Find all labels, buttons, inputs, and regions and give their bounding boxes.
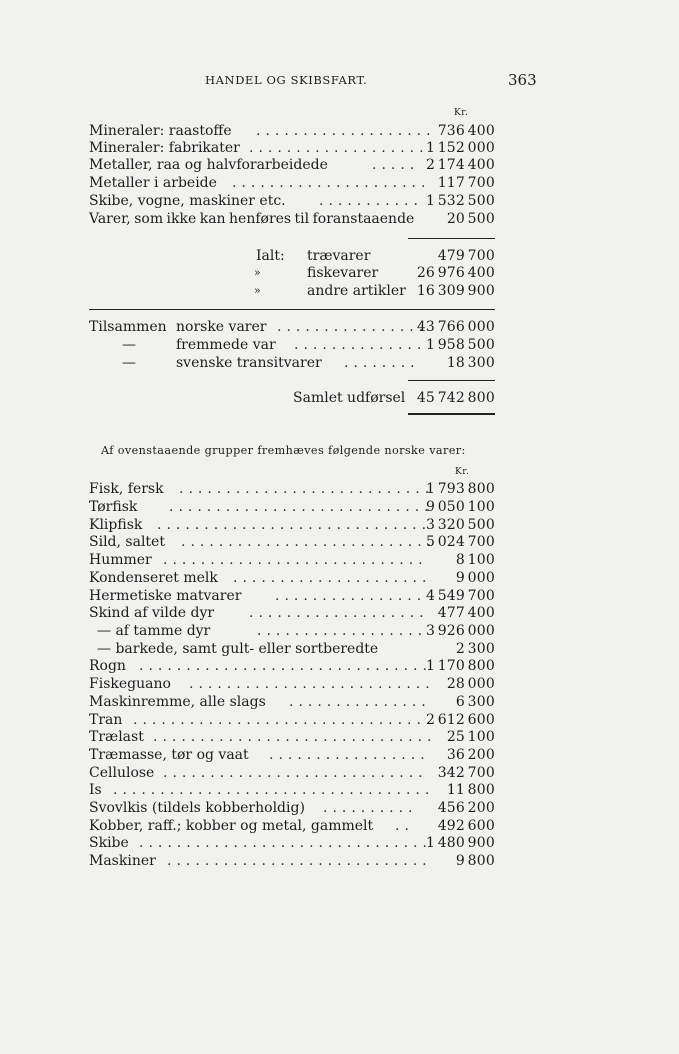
- row-label: Klipfisk: [89, 517, 143, 533]
- row-label: Trælast: [89, 729, 144, 745]
- ditto-dash: —: [122, 355, 136, 371]
- row-value: 736 400: [437, 123, 495, 139]
- row-value: 16 309 900: [416, 283, 495, 299]
- table-row: [89, 817, 495, 835]
- table-row: [89, 551, 495, 569]
- table-row: [89, 693, 495, 711]
- row-value: 1 152 000: [425, 140, 495, 156]
- row-label: norske varer: [176, 319, 267, 335]
- table-row: [89, 622, 495, 640]
- leader-dots: ..............: [294, 337, 427, 353]
- row-value: 479 700: [437, 248, 495, 264]
- table-row: [89, 781, 495, 799]
- row-value: 342 700: [437, 765, 495, 781]
- leader-dots: .....................: [233, 570, 432, 586]
- row-value: 36 200: [446, 747, 495, 763]
- row-value: 456 200: [437, 800, 495, 816]
- leader-dots: ..................: [257, 623, 428, 639]
- section-heading: Af ovenstaaende grupper fremhæves følgende norske varer:: [101, 444, 466, 457]
- page-number: 363: [508, 71, 537, 89]
- row-label: Mineraler: fabrikater: [89, 140, 240, 156]
- row-label: Maskiner: [89, 853, 156, 869]
- leader-dots: ..........................: [189, 676, 435, 692]
- table-row: [89, 516, 495, 534]
- leader-dots: ................: [275, 588, 427, 604]
- leader-dots: ..........: [323, 800, 418, 816]
- row-label: fiskevarer: [307, 265, 379, 281]
- leader-dots: ........: [344, 355, 420, 371]
- row-label: Hermetiske matvarer: [89, 588, 242, 604]
- row-value: 45 742 800: [416, 390, 495, 406]
- row-value: 5 024 700: [425, 534, 495, 550]
- table-row: [89, 210, 495, 228]
- table-row: [89, 498, 495, 516]
- row-value: 9 050 100: [425, 499, 495, 515]
- row-label: Cellulose: [89, 765, 155, 781]
- row-value: 28 000: [446, 676, 495, 692]
- table-row: [89, 675, 495, 693]
- row-label: Sild, saltet: [89, 534, 165, 550]
- currency-label: Kr.: [454, 108, 469, 118]
- row-value: 9 000: [455, 570, 495, 586]
- ialt-label: Ialt:: [256, 248, 285, 264]
- leader-dots: .....: [372, 157, 420, 173]
- row-label: Skibe, vogne, maskiner etc.: [89, 193, 286, 209]
- row-value: 25 100: [446, 729, 495, 745]
- table-row: [89, 318, 495, 336]
- row-label: Fiskeguano: [89, 676, 171, 692]
- leader-dots: ...................: [256, 123, 436, 139]
- row-value: 492 600: [437, 818, 495, 834]
- row-label: Metaller, raa og halvforarbeidede: [89, 157, 328, 173]
- currency-label: Kr.: [455, 467, 470, 477]
- row-label: Tørfisk: [89, 499, 138, 515]
- leader-dots: ............................: [169, 499, 434, 515]
- leader-dots: ...............: [289, 694, 431, 710]
- leader-dots: ..................................: [113, 782, 435, 798]
- table-row: [89, 834, 495, 852]
- leader-dots: ............................: [163, 765, 428, 781]
- table-row: [89, 728, 495, 746]
- row-label: fremmede var: [176, 337, 276, 353]
- row-value: 11 800: [446, 782, 495, 798]
- table-row: [89, 711, 495, 729]
- leader-dots: ................: [277, 319, 429, 335]
- leader-dots: .................: [269, 747, 430, 763]
- row-label: svenske transitvarer: [176, 355, 322, 371]
- leader-dots: ............................: [167, 853, 432, 869]
- divider: [89, 309, 495, 310]
- row-value: 1 480 900: [425, 835, 495, 851]
- row-value: 477 400: [437, 605, 495, 621]
- divider: [408, 380, 495, 381]
- row-value: 1 958 500: [425, 337, 495, 353]
- row-label: Samlet udførsel: [293, 390, 406, 406]
- table-row: [89, 799, 495, 817]
- table-row: [89, 852, 495, 870]
- table-row: [89, 156, 495, 174]
- leader-dots: ...........: [319, 193, 423, 209]
- table-row: [89, 354, 495, 372]
- leader-dots: ...............................: [139, 835, 432, 851]
- row-label: Fisk, fersk: [89, 481, 164, 497]
- leader-dots: ...........................: [179, 481, 435, 497]
- row-label: Mineraler: raastoffe: [89, 123, 232, 139]
- row-value: 2 174 400: [425, 157, 495, 173]
- row-label: — af tamme dyr: [97, 623, 211, 639]
- table-row: [89, 389, 495, 407]
- leader-dots: ................................: [133, 712, 436, 728]
- row-value: 2 300: [455, 641, 495, 657]
- row-label: Svovlkis (tildels kobberholdig): [89, 800, 305, 816]
- row-value: 1 793 800: [425, 481, 495, 497]
- row-label: Maskinremme, alle slags: [89, 694, 266, 710]
- row-label: Skind af vilde dyr: [89, 605, 215, 621]
- table-row: [89, 336, 495, 354]
- ditto-dash: —: [122, 337, 136, 353]
- table-row: [89, 764, 495, 782]
- row-label: Kobber, raff.; kobber og metal, gammelt: [89, 818, 374, 834]
- row-value: 9 800: [455, 853, 495, 869]
- leader-dots: ...................: [249, 140, 429, 156]
- leader-dots: ...........................: [181, 534, 437, 550]
- table-row: [89, 640, 495, 658]
- table-row: [89, 174, 495, 192]
- row-label: Tran: [89, 712, 123, 728]
- table-row: [89, 122, 495, 140]
- row-label: Skibe: [89, 835, 129, 851]
- row-value: 6 300: [455, 694, 495, 710]
- row-value: 4 549 700: [425, 588, 495, 604]
- row-value: 3 320 500: [425, 517, 495, 533]
- table-row: [89, 569, 495, 587]
- row-value: 117 700: [437, 175, 495, 191]
- divider: [408, 238, 495, 239]
- row-value: 1 170 800: [425, 658, 495, 674]
- table-row: [89, 746, 495, 764]
- row-label: andre artikler: [307, 283, 406, 299]
- leader-dots: ..: [395, 818, 414, 834]
- divider-double: [408, 413, 495, 415]
- leader-dots: ............................: [163, 552, 428, 568]
- row-label: Is: [89, 782, 102, 798]
- row-value: 8 100: [455, 552, 495, 568]
- row-value: 43 766 000: [416, 319, 495, 335]
- row-label: Kondenseret melk: [89, 570, 218, 586]
- table-row: [89, 480, 495, 498]
- ditto-mark: »: [254, 284, 261, 297]
- page-header: [0, 73, 679, 91]
- row-value: 3 926 000: [425, 623, 495, 639]
- row-label: Varer, som ikke kan henføres til foranstaaende: [89, 211, 415, 227]
- table-row: [89, 657, 495, 675]
- table-row: [89, 604, 495, 622]
- leader-dots: ..............................: [153, 729, 437, 745]
- row-label: — barkede, samt gult- eller sortberedte: [97, 641, 379, 657]
- row-value: 26 976 400: [416, 265, 495, 281]
- table-row: [89, 282, 495, 300]
- row-label: Træmasse, tør og vaat: [89, 747, 249, 763]
- table-row: [89, 247, 495, 265]
- table-row: [89, 139, 495, 157]
- row-value: 2 612 600: [425, 712, 495, 728]
- running-title: HANDEL OG SKIBSFART.: [205, 73, 368, 87]
- row-value: 1 532 500: [425, 193, 495, 209]
- row-prefix: Tilsammen: [89, 319, 167, 335]
- ditto-mark: »: [254, 266, 261, 279]
- row-label: Metaller i arbeide: [89, 175, 217, 191]
- row-label: trævarer: [307, 248, 371, 264]
- leader-dots: ...................: [249, 605, 429, 621]
- leader-dots: .....................: [232, 175, 431, 191]
- leader-dots: .............................: [157, 517, 432, 533]
- table-row: [89, 264, 495, 282]
- row-value: 18 300: [446, 355, 495, 371]
- table-row: [89, 587, 495, 605]
- row-label: Hummer: [89, 552, 152, 568]
- row-label: Rogn: [89, 658, 126, 674]
- leader-dots: ...............................: [139, 658, 432, 674]
- row-value: 20 500: [446, 211, 495, 227]
- table-row: [89, 192, 495, 210]
- table-row: [89, 533, 495, 551]
